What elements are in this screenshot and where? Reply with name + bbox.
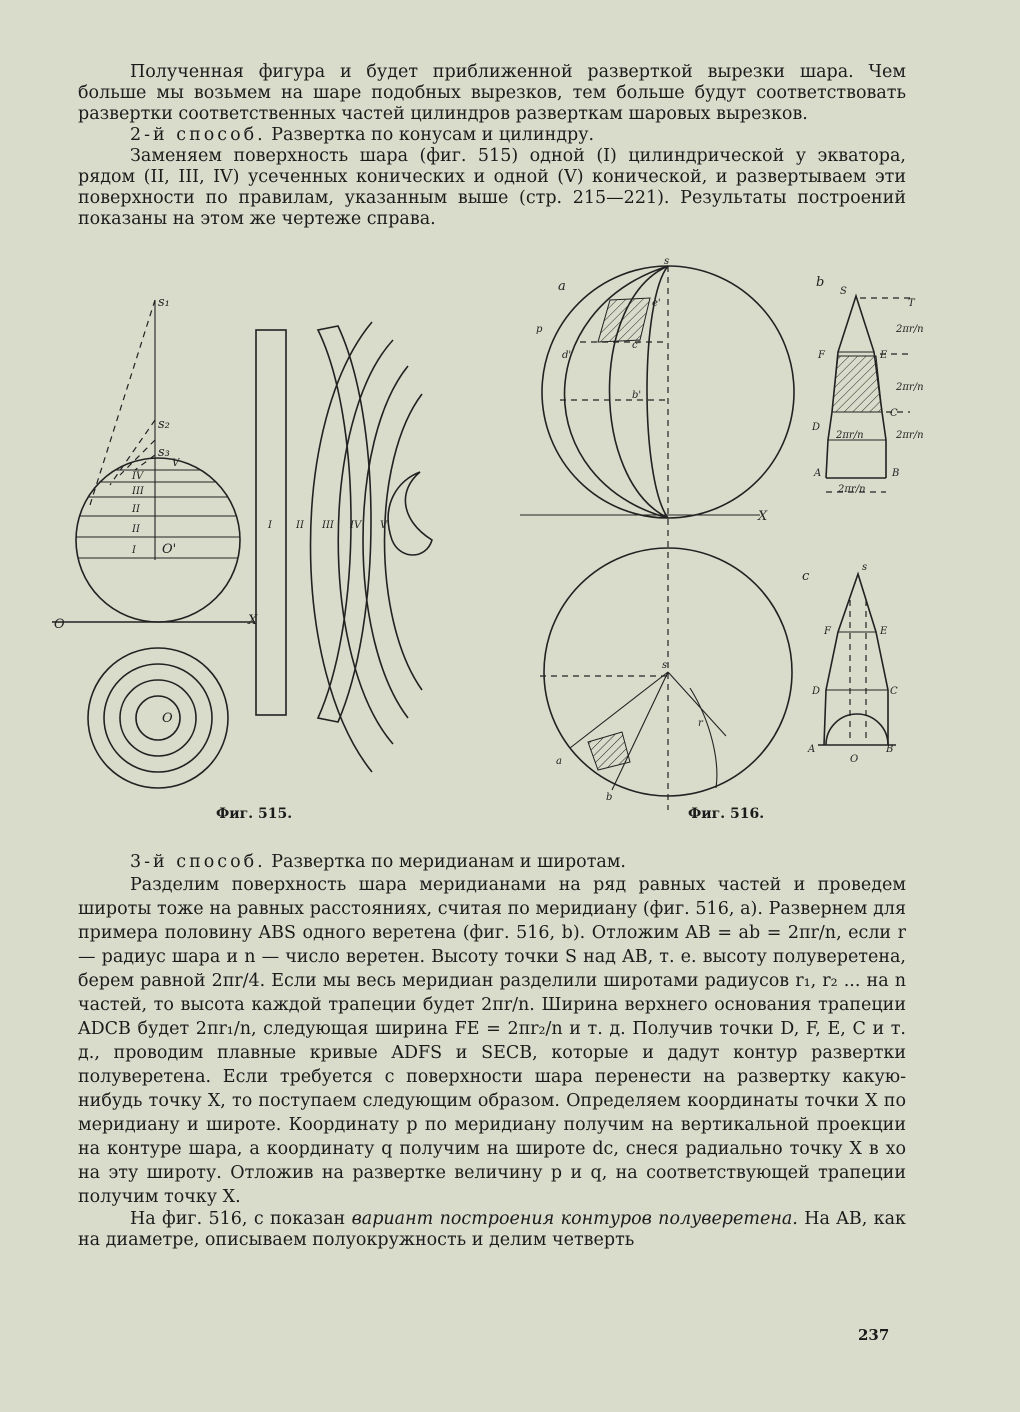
x-axis-label: X (248, 613, 258, 628)
zone-IV-label: IV (132, 471, 144, 482)
method-2-lead: 2-й способ. (130, 125, 266, 145)
fig516a-sphere (520, 266, 794, 810)
label-T: T (908, 298, 915, 309)
dev-II-label: II (296, 520, 304, 531)
plan-a-label: a (556, 756, 562, 767)
plan-center-label: O (162, 711, 173, 726)
label-c1: c' (632, 340, 641, 351)
label-s-top: s (664, 256, 670, 267)
fig515-caption: Фиг. 515. (216, 806, 293, 822)
label-B: B (892, 468, 900, 479)
method-3-title: Развертка по меридианам и широтам. (265, 852, 626, 872)
fig515-sphere-elevation (52, 300, 260, 622)
fig516-plan-view (540, 548, 792, 796)
dev-I-label: I (268, 520, 272, 531)
zone-V-label: V (172, 458, 180, 469)
c-C-label: C (890, 686, 898, 697)
zone-III-label: III (132, 486, 144, 497)
c-A-label: A (808, 744, 816, 755)
fig516c-development (818, 574, 896, 745)
label-e: e' (652, 298, 661, 309)
dev-IV-label: IV (350, 520, 362, 531)
method-3-lead: 3-й способ. (130, 852, 266, 872)
center-label: O' (162, 542, 177, 557)
frac-label-3: 2πr/n (896, 430, 924, 441)
method-3-heading (78, 852, 906, 873)
zone-II-label-2: II (132, 524, 140, 535)
fig516-c-label: c (802, 569, 810, 584)
paragraph-4-suffix: На AB, как на диаметре, описываем полуокружность и делим четверть (78, 1209, 906, 1250)
frac-label-1: 2πr/n (896, 324, 924, 335)
fig516-b-label: b (816, 275, 825, 290)
paragraph-3: Разделим поверхность шара меридианами на ряд равных частей и проведем широты тоже на равных расстояниях, считая по меридиану (фиг. 516, a). Развернем для примера половину ABS одного веретена (фиг. 516, b). Отложим AB = ab = 2πr/n, если r — радиус шара и n — число веретен. Высоту точки S над AB, т. е. высоту полуверетена, берем равной 2πr/4. Если мы весь меридиан разделили широтами радиусов r₁, r₂ ... на n частей, то высота каждой трапеции будет 2πr/n. Ширина верхнего основания трапеции ADCB будет 2πr₁/n, следующая ширина FE = 2πr₂/n и т. д. Получив точки D, F, E, C и т. д., проводим плавные кривые ADFS и SECB, которые и дадут контур развертки полуверетена. Если требуется с поверхности шара перенести на развертку какую-нибудь точку X, то поступаем следующим образом. Определяем координаты точки X по меридиану и широте. Координату p по меридиану получим на вертикальной проекции на контуре шара, а координату q получим на широте dc, снеся радиально точку X в xo на эту широту. Отложив на развертке величину p и q, на соответствующей трапеции получим точку X. (78, 875, 906, 1207)
label-s1: s₁ (158, 295, 170, 310)
paragraph-1: Полученная фигура и будет приближенной разверткой вырезки шара. Чем больше мы возьмем на шаре подобных вырезков, тем больше будут соответствовать развертки соответственных частей цилиндров разверткам шаровых вырезков. (78, 62, 906, 124)
method-2-title: Развертка по конусам и цилиндру. (265, 125, 595, 145)
label-s3: s₃ (158, 445, 170, 460)
label-b1: b' (632, 390, 642, 401)
label-S: S (840, 286, 847, 297)
paragraph-4-italic: вариант построения контуров полуверетена. (351, 1209, 798, 1229)
dev-V-label: V (380, 520, 388, 531)
plan-b-label: b (606, 792, 613, 803)
fig515-developments (256, 322, 432, 772)
fig516-caption: Фиг. 516. (688, 806, 765, 822)
frac-label-4: 2πr/n (836, 430, 864, 441)
label-F: F (818, 350, 825, 361)
zone-I-label: I (132, 545, 136, 556)
c-B-label: B (886, 744, 894, 755)
plan-s-label: s (662, 660, 668, 671)
paragraph-4 (78, 1209, 906, 1251)
o-axis-label: O (54, 617, 65, 632)
c-s-label: s (862, 562, 868, 573)
c-D-label: D (812, 686, 821, 697)
c-O-label: O (850, 754, 859, 765)
bottom-text-block (78, 852, 906, 1251)
c-E-label: E (880, 626, 888, 637)
dev-III-label: III (322, 520, 334, 531)
paragraph-2: Заменяем поверхность шара (фиг. 515) одной (I) цилиндрической у экватора, рядом (II, III, IV) усеченных конических и одной (V) конической, и развертываем эти поверхности по правилам, указанным выше (стр. 215—221). Результаты построений показаны на этом же чертеже справа. (78, 146, 906, 229)
plan-r-label: r (698, 718, 703, 729)
paragraph-4-prefix: На фиг. 516, c показан (130, 1209, 352, 1229)
label-d1: d' (562, 350, 572, 361)
label-E: E (880, 350, 888, 361)
label-x-axis-516: X (758, 509, 768, 524)
label-s2: s₂ (158, 417, 170, 432)
label-C: C (890, 408, 898, 419)
label-p: p (536, 324, 543, 335)
zone-II-label: II (132, 504, 140, 515)
label-A: A (814, 468, 822, 479)
frac-label-5: 2πr/n (838, 484, 866, 495)
label-D: D (812, 422, 821, 433)
fig515-plan-view (88, 648, 228, 788)
c-F-label: F (824, 626, 831, 637)
page-number: 237 (858, 1326, 890, 1344)
fig516-a-label: a (558, 279, 566, 294)
frac-label-2: 2πr/n (896, 382, 924, 393)
